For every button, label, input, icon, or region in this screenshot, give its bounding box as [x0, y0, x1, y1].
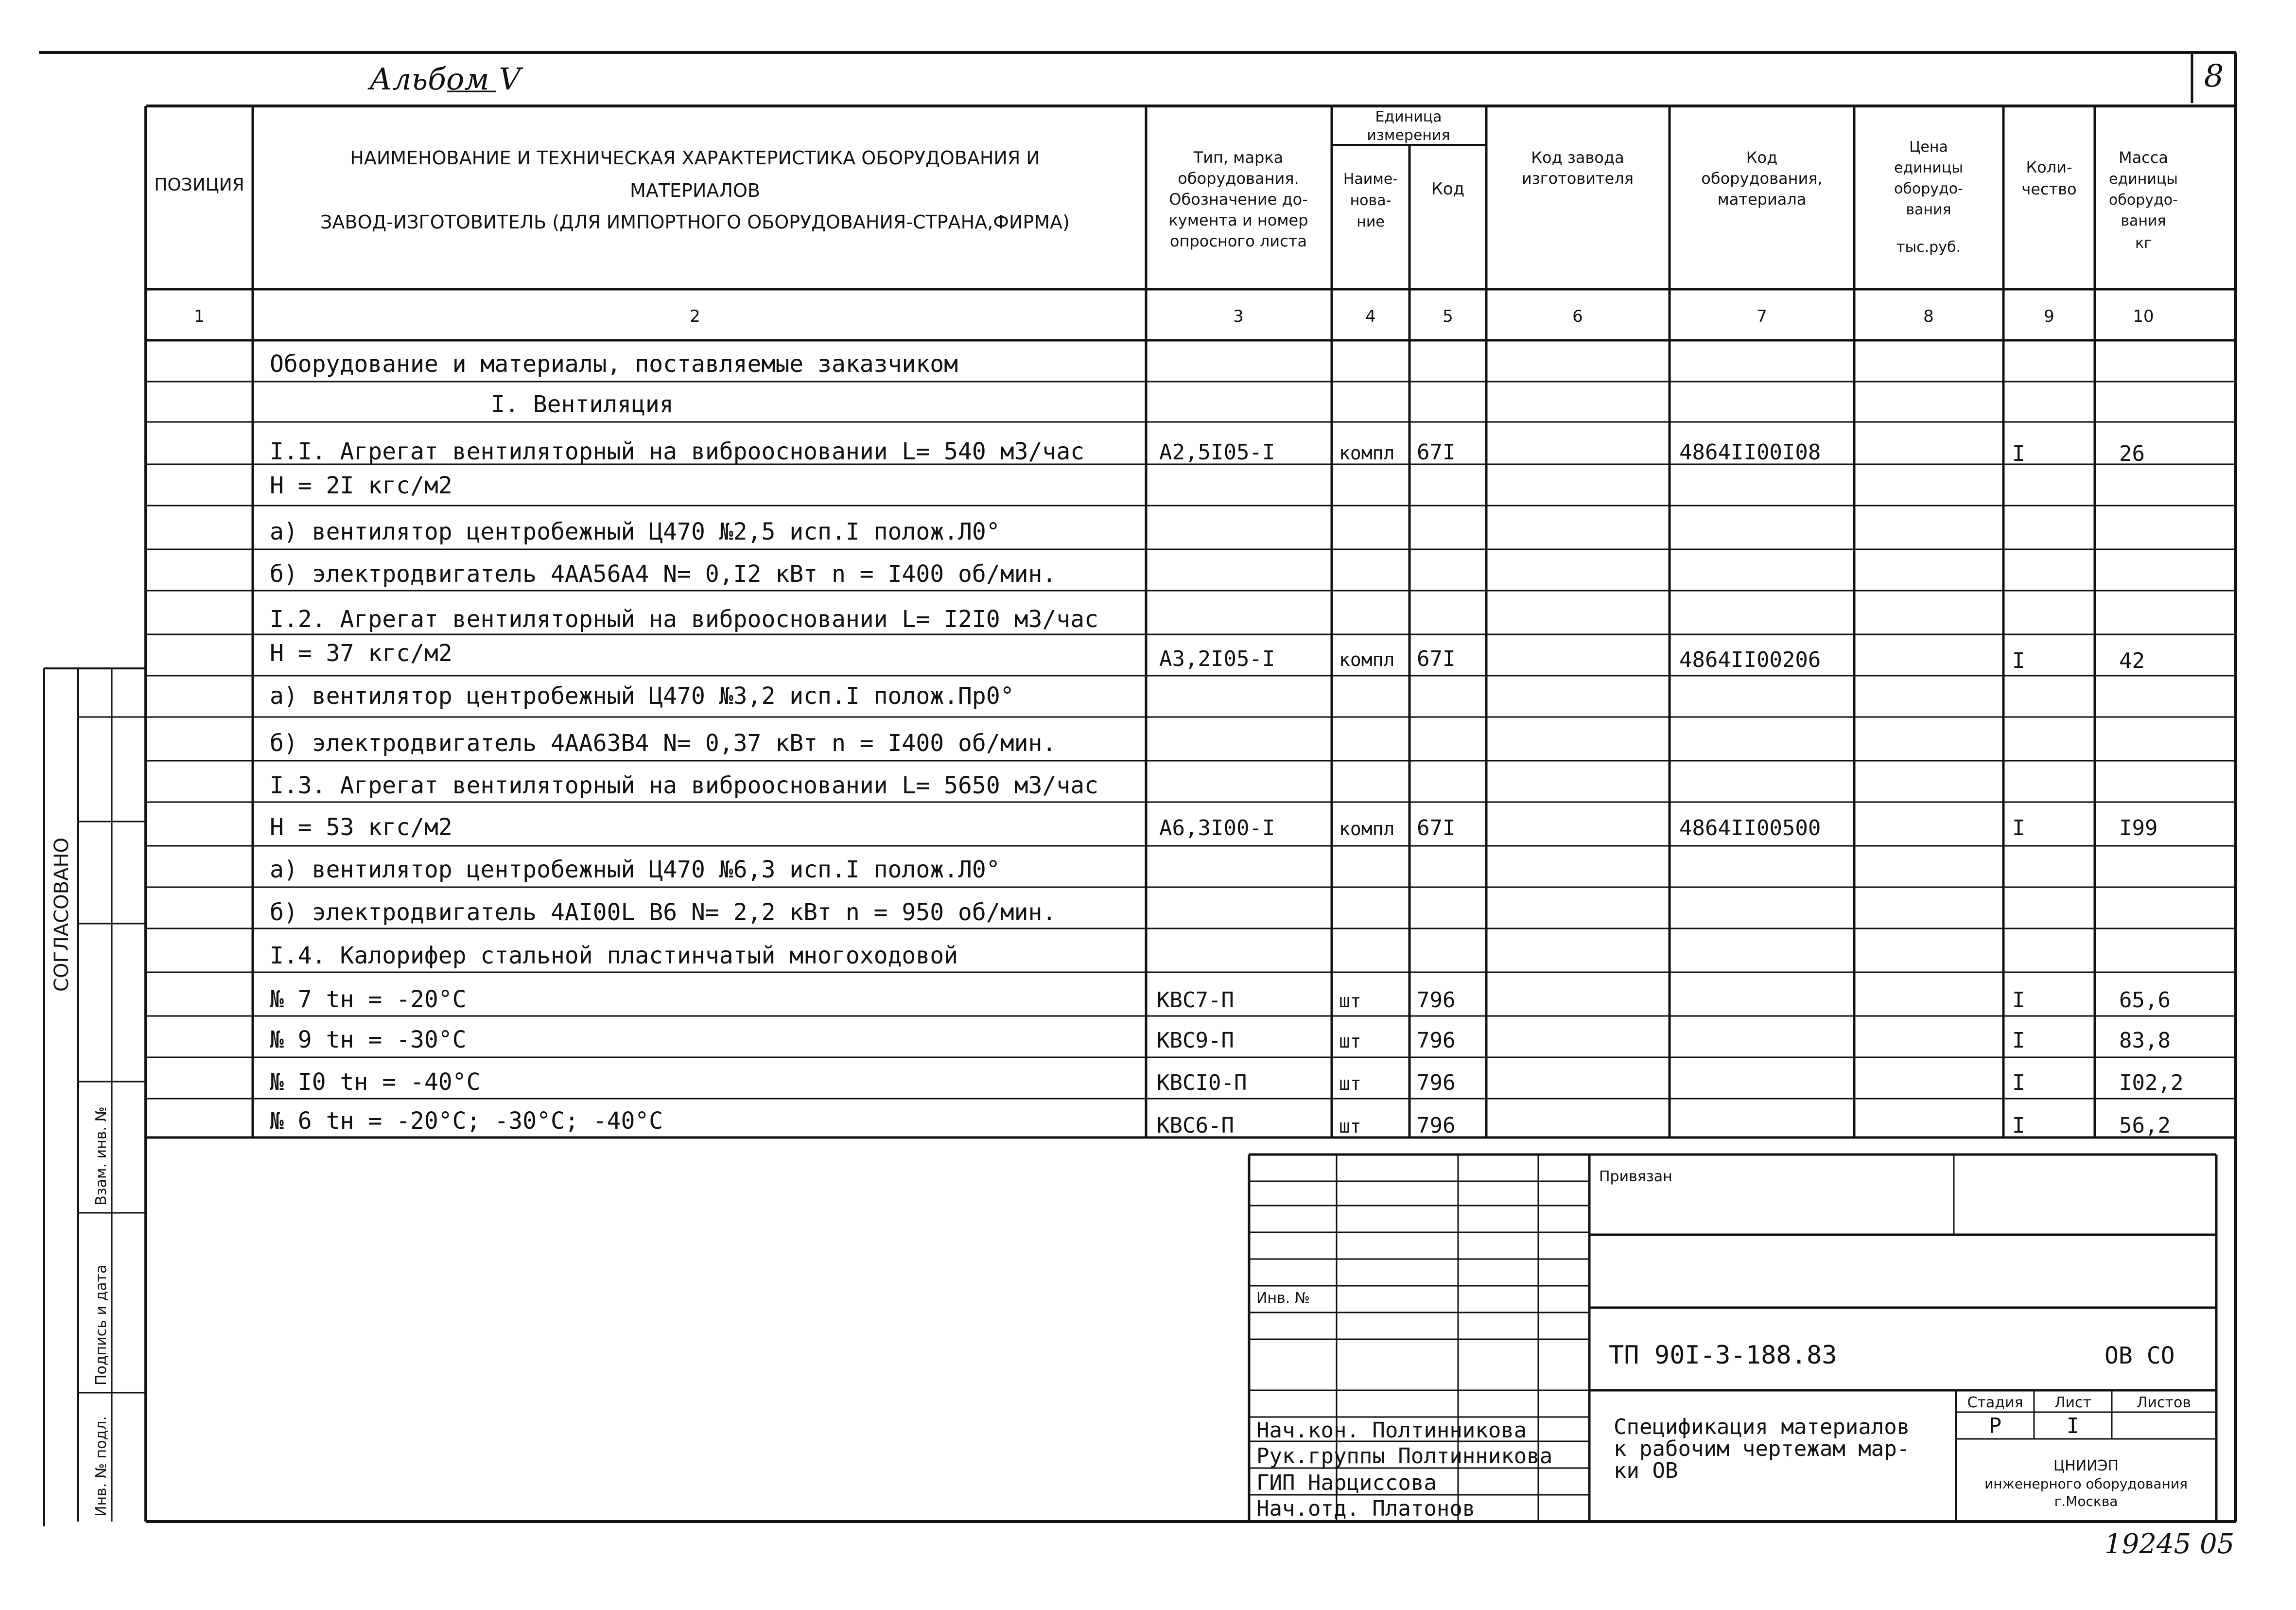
col6-header-l2: изготовителя	[1521, 169, 1634, 188]
row-15-type: КВС7-П	[1157, 988, 1234, 1013]
col9-header-l1: Коли-	[2026, 158, 2072, 176]
album-label: Альбом V	[369, 61, 521, 97]
colnum-1: 1	[194, 307, 205, 326]
org-l3: г.Москва	[2054, 1493, 2118, 1509]
col8-header-l2: единицы	[1894, 159, 1963, 176]
row-18-name: № 6 tн = -20°C; -30°C; -40°C	[270, 1107, 663, 1135]
row-6-name: I.2. Агрегат вентиляторный на виброосновании L= I2I0 м3/час	[270, 606, 1099, 633]
row-2-qty: I	[2012, 441, 2025, 466]
col9-header-l2: чество	[2021, 180, 2077, 198]
row-5-name: б) электродвигатель 4АА56А4 N= 0,I2 кВт n = I400 об/мин.	[270, 560, 1057, 588]
stage-header: Стадия	[1967, 1394, 2023, 1411]
row-15-unit: шт	[1339, 990, 1361, 1012]
col7-header-l1: Код	[1746, 148, 1778, 167]
row-2-equip: 4864II00I08	[1679, 440, 1821, 465]
row-15-name: № 7 tн = -20°C	[270, 986, 467, 1013]
row-10-name: I.3. Агрегат вентиляторный на виброосновании L= 5650 м3/час	[270, 772, 1099, 799]
row-names	[270, 350, 1098, 1135]
colnum-5: 5	[1443, 307, 1453, 326]
side-vzam: Взам. инв. №	[93, 1106, 110, 1206]
stage-value: Р	[1988, 1414, 2002, 1438]
col6-header-l1: Код завода	[1531, 148, 1624, 167]
row-16-mass: 83,8	[2119, 1028, 2171, 1053]
col2-header-l1: НАИМЕНОВАНИЕ И ТЕХНИЧЕСКАЯ ХАРАКТЕРИСТИКА ОБОРУДОВАНИЯ И	[350, 147, 1040, 169]
title-l3: ки ОВ	[1614, 1458, 1678, 1483]
sheets-header: Листов	[2136, 1394, 2192, 1411]
row-17-code: 796	[1417, 1070, 1456, 1095]
row-11-code: 67I	[1417, 816, 1456, 840]
row-8-name: а) вентилятор центробежный Ц470 №3,2 исп.I полож.Пр0°	[270, 682, 1014, 710]
colnum-10: 10	[2133, 307, 2154, 326]
col4-header-l2: нова-	[1350, 192, 1392, 209]
signer-1: Нач.кон. Полтинникова	[1256, 1418, 1527, 1443]
inv-label: Инв. №	[1256, 1290, 1310, 1307]
colnum-2: 2	[690, 307, 700, 326]
row-18-unit: шт	[1339, 1116, 1361, 1137]
col2-header-l2: МАТЕРИАЛОВ	[630, 180, 760, 201]
signer-2: Рук.группы Полтинникова	[1256, 1444, 1553, 1469]
unit-group-l2: измерения	[1367, 127, 1450, 144]
row-7-code: 67I	[1417, 647, 1456, 671]
side-agreed: СОГЛАСОВАНО	[51, 837, 73, 992]
row-11-unit: компл	[1339, 818, 1395, 840]
row-18-mass: 56,2	[2119, 1113, 2171, 1138]
colnum-7: 7	[1757, 307, 1767, 326]
title-l2: к рабочим чертежам мар-	[1614, 1436, 1910, 1461]
colnum-8: 8	[1923, 307, 1934, 326]
row-16-type: КВС9-П	[1157, 1028, 1234, 1053]
row-14-name: I.4. Калорифер стальной пластинчатый многоходовой	[270, 942, 958, 969]
row-2-unit: компл	[1339, 442, 1395, 464]
signer-4: Нач.отд. Платонов	[1256, 1496, 1476, 1521]
row-7-unit: компл	[1339, 649, 1395, 670]
row-17-name: № I0 tн = -40°C	[270, 1068, 481, 1096]
row-15-mass: 65,6	[2119, 988, 2171, 1013]
row-16-qty: I	[2012, 1028, 2025, 1053]
signer-3: ГИП Нарциссова	[1256, 1470, 1437, 1495]
col10-header-l3: оборудо-	[2109, 192, 2178, 209]
row-16-unit: шт	[1339, 1031, 1361, 1052]
row-7-type: A3,2I05-I	[1159, 647, 1275, 671]
org-l2: инженерного оборудования	[1984, 1476, 2188, 1492]
sheet-value: I	[2066, 1414, 2080, 1438]
row-18-type: КВС6-П	[1157, 1113, 1234, 1138]
colnum-3: 3	[1233, 307, 1244, 326]
row-13-name: б) электродвигатель 4АI00L В6 N= 2,2 кВт n = 950 об/мин.	[270, 899, 1057, 926]
col8-header-l1: Цена	[1909, 139, 1948, 156]
row-15-code: 796	[1417, 988, 1456, 1013]
row-17-unit: шт	[1339, 1073, 1361, 1094]
row-11-name: H = 53 кгс/м2	[270, 814, 452, 841]
row-15-qty: I	[2012, 988, 2025, 1013]
row-11-equip: 4864II00500	[1679, 816, 1821, 840]
col2-header-l3: ЗАВОД-ИЗГОТОВИТЕЛЬ (ДЛЯ ИМПОРТНОГО ОБОРУДОВАНИЯ-СТРАНА,ФИРМА)	[320, 211, 1070, 233]
col5-header: Код	[1431, 179, 1465, 199]
row-7-equip: 4864II00206	[1679, 648, 1821, 672]
row-4-name: а) вентилятор центробежный Ц470 №2,5 исп.I полож.Л0°	[270, 518, 1000, 545]
row-11-type: A6,3I00-I	[1159, 816, 1275, 840]
row-17-qty: I	[2012, 1070, 2025, 1095]
row-2-code: 67I	[1417, 440, 1456, 465]
row-17-type: КВСI0-П	[1157, 1070, 1247, 1095]
col10-header-l2: единицы	[2109, 171, 2178, 188]
col8-header-l3: оборудо-	[1894, 180, 1963, 197]
col8-header-l5: тыс.руб.	[1896, 239, 1961, 256]
row-9-name: б) электродвигатель 4АА63В4 N= 0,37 кВт n = I400 об/мин.	[270, 730, 1057, 757]
title-l1: Спецификация материалов	[1614, 1415, 1910, 1439]
colnum-6: 6	[1572, 307, 1583, 326]
col3-header-l4: кумента и номер	[1168, 211, 1308, 229]
sheet-header: Лист	[2054, 1394, 2092, 1411]
row-3-name: H = 2I кгс/м2	[270, 472, 452, 499]
row-7-qty: I	[2012, 648, 2025, 673]
row-7-mass: 42	[2119, 648, 2145, 673]
privyazan-label: Привязан	[1599, 1168, 1672, 1185]
row-11-mass: I99	[2119, 816, 2158, 840]
row-16-name: № 9 tн = -30°C	[270, 1026, 467, 1053]
col8-header-l4: вания	[1906, 201, 1951, 218]
col10-header-l5: кг	[2135, 235, 2152, 252]
unit-group-l1: Единица	[1375, 108, 1442, 125]
row-18-qty: I	[2012, 1113, 2025, 1138]
col7-header-l2: оборудования,	[1701, 169, 1823, 188]
col4-header-l3: ние	[1357, 213, 1385, 230]
row-2-name: I.I. Агрегат вентиляторный на виброосновании L= 540 м3/час	[270, 438, 1085, 465]
col3-header-l3: Обозначение до-	[1169, 190, 1308, 209]
colnum-9: 9	[2044, 307, 2054, 326]
row-17-mass: I02,2	[2119, 1070, 2184, 1095]
colnum-4: 4	[1365, 307, 1376, 326]
side-podpis: Подпись и дата	[93, 1264, 110, 1385]
col3-header-l1: Тип, марка	[1193, 148, 1284, 167]
row-2-type: A2,5I05-I	[1159, 440, 1275, 465]
col1-header: ПОЗИЦИЯ	[154, 175, 244, 195]
row-1-name: I. Вентиляция	[491, 391, 674, 418]
col7-header-l3: материала	[1717, 190, 1807, 209]
row-7-name: H = 37 кгс/м2	[270, 640, 452, 667]
row-18-code: 796	[1417, 1113, 1456, 1138]
doc-code: ТП 90I-3-188.83	[1609, 1341, 1837, 1370]
row-16-code: 796	[1417, 1028, 1456, 1053]
col3-header-l5: опросного листа	[1169, 232, 1307, 250]
row-0-name: Оборудование и материалы, поставляемые заказчиком	[270, 350, 958, 378]
side-inv-podl: Инв. № подл.	[93, 1416, 110, 1517]
col10-header-l1: Масса	[2118, 148, 2169, 167]
footer-number: 19245 05	[2105, 1528, 2235, 1560]
page-number: 8	[2204, 58, 2224, 94]
doc-mark: ОВ СО	[2105, 1342, 2175, 1369]
col3-header-l2: оборудования.	[1178, 169, 1299, 188]
row-11-qty: I	[2012, 816, 2025, 840]
org-l1: ЦНИИЭП	[2053, 1457, 2119, 1474]
row-2-mass: 26	[2119, 441, 2145, 466]
row-12-name: а) вентилятор центробежный Ц470 №6,3 исп.I полож.Л0°	[270, 856, 1000, 883]
col4-header-l1: Наиме-	[1343, 171, 1398, 188]
col10-header-l4: вания	[2121, 212, 2166, 229]
